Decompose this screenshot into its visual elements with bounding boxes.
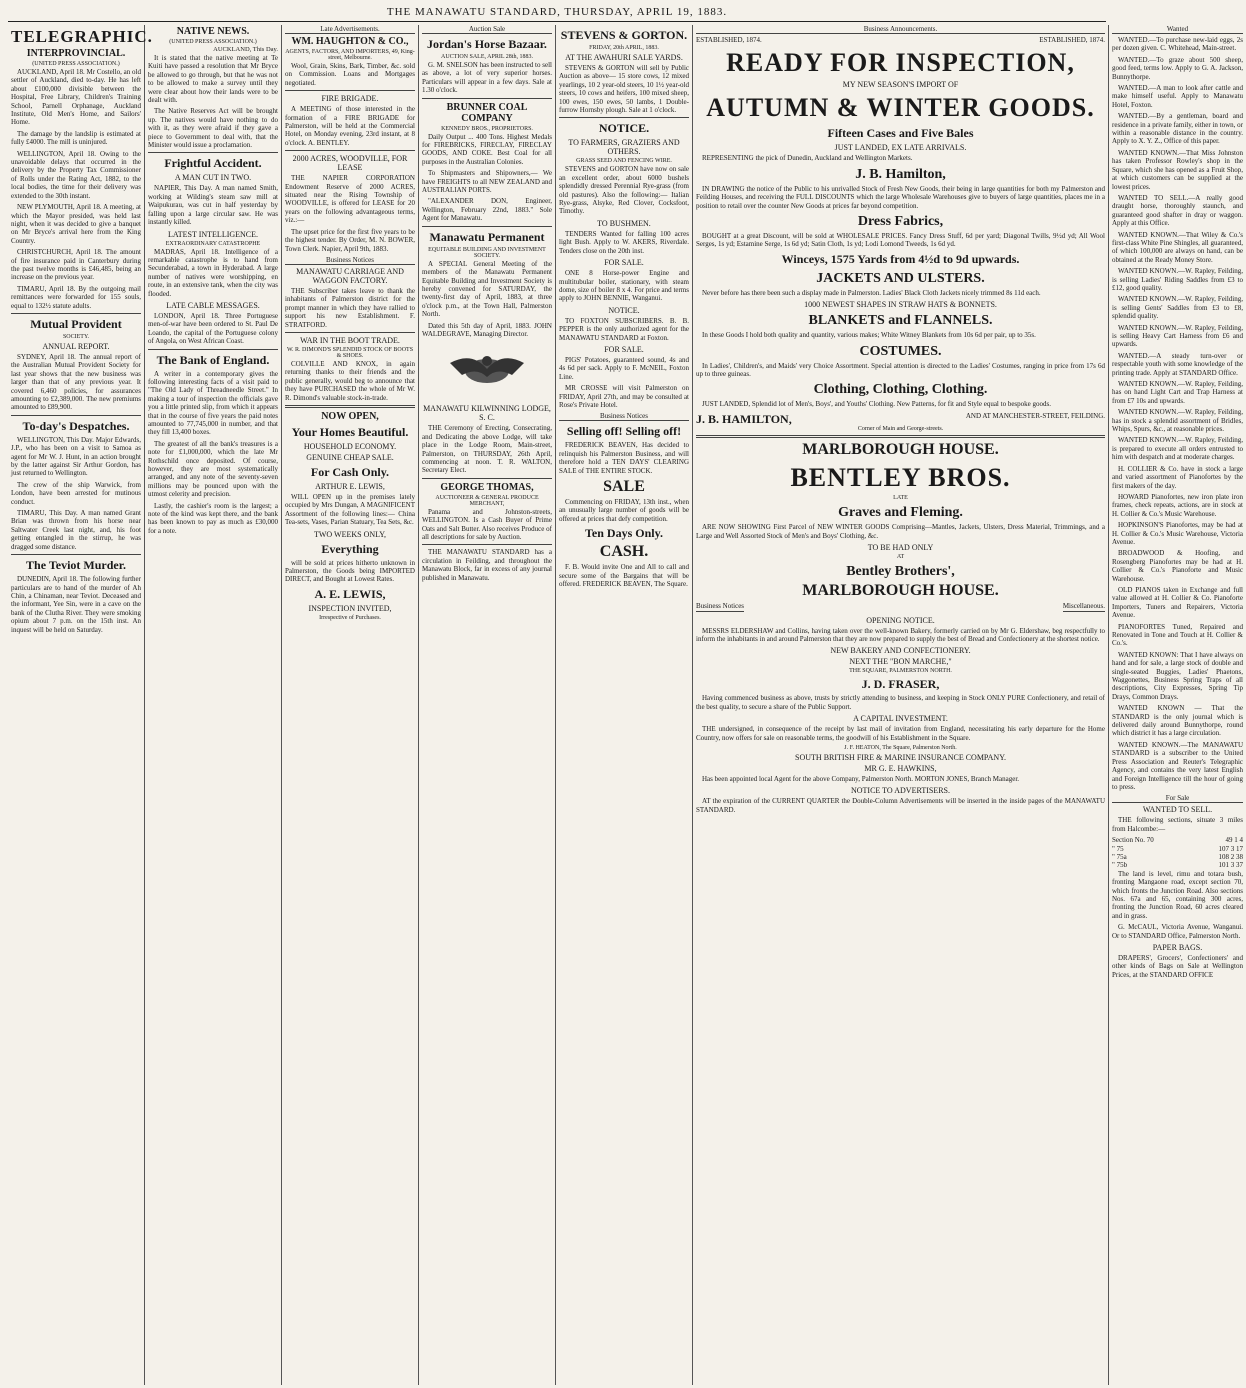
blankets-flannels: BLANKETS and FLANNELS. xyxy=(808,313,993,329)
now-open: NOW OPEN, xyxy=(321,410,379,422)
divider xyxy=(285,90,415,91)
section-name: " 75 xyxy=(1112,844,1124,853)
marlborough-house-2: MARLBOROUGH HOUSE. xyxy=(802,582,999,600)
article-paragraph: The Native Reserves Act will be brought up. The natives would have nothing to do with it, as they were afraid if they gave a piece to Government to deal with, that the Minister would issue a proclamation. xyxy=(148,107,278,150)
section-name: Section No. 70 xyxy=(1112,836,1154,845)
auction-date: AUCTION SALE, APRIL 28th, 1883. xyxy=(441,54,533,60)
ad-paragraph: WILL OPEN up in the premises lately occupied by Mrs Dungan, A MAGNIFICENT Assortment of the following lines:— China Tea-sets, Vases, Parian Statuary, Tea Sets, &c. xyxy=(285,492,415,527)
ad-paragraph: ONE 8 Horse-power Engine and multitubular boiler, stationary, with steam dome, size of boiler 8 x 4. For price and terms apply to JOHN BENNIE, Wanganui. xyxy=(559,269,689,303)
masthead: THE MANAWATU STANDARD, THURSDAY, APRIL 19, 1883. xyxy=(8,6,1106,22)
article-paragraph: WELLINGTON, This Day. Major Edwards, J.P., who has been on a visit to Samoa as agent for Mr W. J. Hunt, in an action brought by the latter against Sir Arthur Gordon, has just returned to Wellington. xyxy=(11,435,141,478)
miscellaneous-header: Miscellaneous. xyxy=(1062,602,1105,611)
wanted-header: Wanted xyxy=(1112,25,1243,34)
divider xyxy=(148,152,278,153)
column-business-announcements xyxy=(693,25,1109,1385)
farmers-subtitle: TO FARMERS, GRAZIERS AND OTHERS. xyxy=(568,138,680,157)
dateline: AUCKLAND, This Day. xyxy=(213,46,278,53)
column-late-advertisements xyxy=(282,25,419,1385)
costumes: COSTUMES. xyxy=(859,343,942,359)
table-row xyxy=(1112,845,1243,853)
divider xyxy=(422,226,552,227)
ad-paragraph: THE Subscriber takes leave to thank the inhabitants of Palmerston district for the prompt manner in which they have rallied to support his new Establishment. F. STRATFORD. xyxy=(285,286,415,329)
hawkins: MR G. E. HAWKINS, xyxy=(864,763,937,773)
wanted-ad: WANTED KNOWN.—W. Rapley, Feilding, is selling Gents' Saddles from £3 to £8, splendid quality. xyxy=(1112,295,1243,321)
ad-paragraph: Dated this 5th day of April, 1883. JOHN WALDEGRAVE, Managing Director. xyxy=(422,321,552,338)
ad-paragraph: AT the expiration of the CURRENT QUARTER the Double-Column Advertisements will be inserted in the inside pages of the MANAWATU STANDARD. xyxy=(696,797,1105,814)
ad-paragraph: TENDERS Wanted for falling 100 acres light Bush. Apply to W. AKERS, Riverdale. Tenders close on the 20th inst. xyxy=(559,229,689,255)
article-paragraph: DUNEDIN, April 18. The following further particulars are to hand of the murder of Ah Chin, a Chinaman, near Teviot. Deceased and the informant, Yee Sin, were in a cave on the bank of the Clutha River. They were smoking opium about 7 p.m. on the 15th inst. An inquest will be held on Saturday. xyxy=(11,575,141,634)
carriage-factory-title: MANAWATU CARRIAGE AND WAGGON FACTORY. xyxy=(296,266,404,285)
article-paragraph: CHRISTCHURCH, April 18. The amount of fire insurance paid in Canterbury during the past twelve months is £46,485, being an increase on the previous year. xyxy=(11,248,141,282)
article-paragraph: NAPIER, This Day. A man named Smith, working at Wilding's steam saw mill at Waipukurau, was cut in half yesterday by falling upon a large circular saw. He was instantly killed. xyxy=(148,184,278,227)
ad-paragraph: Has been appointed local Agent for the above Company, Palmerston North. MORTON JONES, Branch Manager. xyxy=(702,774,1020,783)
ad-paragraph: IN DRAWING the notice of the Public to his unrivalled Stock of Fresh New Goods, their being in large quantities for both my Palmerston and Feilding Houses, and receiving the FULL DISCOUNTS which the large Wholesale Warehouses give to buyers of large quantities, places me in a position to retail over the counter New Goods at prices far beyond competition. xyxy=(696,184,1105,210)
article-paragraph: The damage by the landslip is estimated at fully £4000. The mill is uninjured. xyxy=(11,129,141,147)
table-row xyxy=(1112,836,1243,844)
paper-bags-title: PAPER BAGS. xyxy=(1152,943,1203,952)
section-name: " 75a xyxy=(1112,852,1127,861)
divider xyxy=(11,554,141,555)
ad-paragraph: FREDERICK BEAVEN, Has decided to relinquish his Palmerston Business, and will therefore hold a TEN DAYS' CLEARING SALE of THE ENTIRE STOCK. xyxy=(559,441,689,475)
article-paragraph: Lastly, the cashier's room is the largest; a note of the kind was kept there, and the bank has been known to pay as much as £30,000 for a note. xyxy=(148,501,278,535)
wanted-ad: HOPKINSON'S Pianofortes, may be had at H. Collier & Co.'s Music Warehouse, Victoria Avenue. xyxy=(1112,521,1243,546)
business-notices-header: Business Notices xyxy=(696,602,745,611)
notice-title: NOTICE. xyxy=(598,121,650,136)
established-right: ESTABLISHED, 1874. xyxy=(1039,36,1105,44)
divider xyxy=(285,405,415,408)
article-paragraph: A writer in a contemporary gives the following interesting facts of a visit paid to "The Old Lady of Threadneedle Street." In making a tour of inspection the officials gave you a little printed slip, from which it appears that in the course of five years the paid notes amounted to 77,745,000 in number, and that they fill 13,400 boxes. xyxy=(148,369,278,437)
credit: (UNITED PRESS ASSOCIATION.) xyxy=(32,61,120,67)
bentley-bros: BENTLEY BROS. xyxy=(790,463,1011,493)
divider xyxy=(285,332,415,333)
wanted-ad: G. McCAUL, Victoria Avenue, Wanganui. Or to STANDARD Office, Palmerston North. xyxy=(1112,923,1243,940)
ad-paragraph: F. B. Would invite One and All to call and secure some of the Bargains that will be offered. FREDERICK BEAVEN, The Square. xyxy=(559,563,689,589)
ad-paragraph: REPRESENTING the pick of Dunedin, Auckland and Wellington Markets. xyxy=(702,154,913,163)
ad-paragraph: COLVILLE AND KNOX, in again returning thanks to their friends and the public generally, would beg to announce that they have PURCHASED the whole of Mr W. R. Dimond's valuable stock-in-trade. xyxy=(285,359,415,402)
telegraphic-title: TELEGRAPHIC. xyxy=(11,27,153,46)
ad-paragraph: JUST LANDED, Splendid lot of Men's, Boys', and Youths' Clothing. New Patterns, for fit and Style equal to bespoke goods. xyxy=(702,400,1051,409)
wanted-ad: WANTED KNOWN — That the STANDARD is the only journal which is delivered daily around Bunnythorpe, round which district it has a large circulation. xyxy=(1112,704,1243,738)
fire-brigade-title: FIRE BRIGADE. xyxy=(321,94,379,104)
business-announcements-header: Business Announcements. xyxy=(696,25,1105,34)
bentley-brothers: Bentley Brothers', xyxy=(846,564,955,580)
section-name: " 75b xyxy=(1112,861,1128,870)
sections-table xyxy=(1112,836,1243,870)
masonic-emblem-icon xyxy=(442,341,532,401)
notice-advertisers: NOTICE TO ADVERTISERS. xyxy=(850,786,950,796)
for-cash-only: For Cash Only. xyxy=(310,464,390,479)
wanted-ad: WANTED.—To graze about 500 sheep, good feed, terms low. Apply to G. A. Jackson, Bunnythorpe. xyxy=(1112,55,1243,81)
article-paragraph: LONDON, April 18. Three Portuguese men-of-war have been ordered to St. Paul De Loando, the capital of the Portuguese colony of Angola, on West African Coast. xyxy=(148,311,278,346)
just-landed: JUST LANDED, EX LATE ARRIVALS. xyxy=(834,143,967,153)
ad-paragraph: THE MANAWATU STANDARD has a circulation in Feilding, and throughout the Manawatu Block, far in excess of any journal published in Manawatu. xyxy=(422,548,552,582)
clothing: Clothing, Clothing, Clothing. xyxy=(813,382,988,398)
notices-header-row xyxy=(696,602,1105,613)
ad-paragraph: To Shipmasters and Shipowners,— We have FREIGHTS to all NEW ZEALAND and AUSTRALIAN PORTS. xyxy=(422,169,552,195)
fifteen-cases: Fifteen Cases and Five Bales xyxy=(827,126,974,141)
section-area: 101 3 37 xyxy=(1218,861,1243,870)
society-subtitle: SOCIETY. xyxy=(62,333,90,340)
table-row xyxy=(1112,861,1243,869)
next-bon-marche: NEXT THE "BON MARCHE," xyxy=(849,657,952,667)
business-notices-header: Business Notices xyxy=(285,256,415,265)
manchester-street: AND AT MANCHESTER-STREET, FEILDING. xyxy=(965,411,1105,420)
sale-title: SALE xyxy=(603,478,645,495)
two-weeks-only: TWO WEEKS ONLY, xyxy=(313,529,386,539)
ad-paragraph: Daily Output ... 400 Tons. Highest Medals for FIREBRICKS, FIRECLAY, FIRECLAY GOODS, AND COKE. Best Coal for all purposes in the Australian Colonies. xyxy=(422,132,552,166)
kennedy-bros: KENNEDY BROS., PROPRIETORS. xyxy=(441,125,533,132)
man-cut-subtitle: A MAN CUT IN TWO. xyxy=(174,173,252,183)
wanted-ad: WANTED KNOWN.—W. Rapley, Feilding, has on hand Light Cart and Trap Harness at from £7 10s and upwards. xyxy=(1112,380,1243,405)
article-paragraph: AUCKLAND, April 18. Mr Costello, an old settler of Auckland, died to-day. He has left about £100,000 divisible between the Hospital, Free Library, Children's Training School, Parnell Orphanage, Auckland Institute, Old Men's Home, and Sailors' Home. xyxy=(11,68,141,127)
heaton-signature: J. F. HEATON, The Square, Palmerston North. xyxy=(844,744,957,751)
established-row xyxy=(696,36,1105,44)
genuine-cheap-sale: GENUINE CHEAP SALE. xyxy=(306,452,394,462)
brunner-coal-title: BRUNNER COAL COMPANY xyxy=(446,101,528,124)
divider xyxy=(285,150,415,151)
at-label: AT xyxy=(896,554,905,561)
ad-paragraph: In Ladies', Children's, and Maids' very Choice Assortment. Special attention is directed to the Ladies' Costumes, ranging in price from 17s 6d up to three guineas. xyxy=(696,361,1105,379)
everything: Everything xyxy=(321,541,379,556)
jackets-ulsters: JACKETS AND ULSTERS. xyxy=(816,270,985,286)
grass-seed: GRASS SEED AND FENCING WIRE. xyxy=(576,158,672,165)
cash-title: CASH. xyxy=(599,543,649,561)
column-wanted xyxy=(1109,25,1246,1385)
straw-hats: 1000 NEWEST SHAPES IN STRAW HATS & BONNETS. xyxy=(804,300,997,310)
ad-paragraph: STEVENS & GORTON will sell by Public Auction as above— 15 store cows, 12 mixed yearlings, 10 2 year-old steers, 10 1½ year-old steers, 10 cows and heifers, 100 mixed sheep, 100 ewes, 150 ewes, 50 lambs, 1 Double-furrow Hornsby plough. Sale at 1 o'clock. xyxy=(559,64,689,115)
wanted-ad: The land is level, rimu and totara bush, fronting Mangaone road, except section 70, which fronts the Junction Road. Also sections Nos. 67a and 65, containing 300 acres, fronting the Junction Road, 60 acres cleared and in grass. xyxy=(1112,869,1243,920)
graves-fleming: Graves and Fleming. xyxy=(838,505,963,521)
marlborough-house: MARLBOROUGH HOUSE. xyxy=(802,441,999,459)
ad-paragraph: In these Goods I hold both quality and quantity, various makes; White Witney Blankets from 10s 6d per pair, up to 35s. xyxy=(702,331,1036,340)
divider xyxy=(422,478,552,479)
corner-address: Corner of Main and George-streets. xyxy=(857,426,944,433)
article-paragraph: TIMARU, April 18. By the outgoing mail remittances were forwarded for 155 souls, equal to 132½ statute adults. xyxy=(11,284,141,310)
frightful-accident-title: Frightful Accident. xyxy=(164,156,262,171)
table-row xyxy=(1112,853,1243,861)
interprovincial-title: INTERPROVINCIAL. xyxy=(26,48,126,59)
ready-for-inspection: READY FOR INSPECTION, xyxy=(726,48,1075,78)
south-british: SOUTH BRITISH FIRE & MARINE INSURANCE COMPANY. xyxy=(795,752,1006,762)
despatches-title: To-day's Despatches. xyxy=(22,418,130,433)
business-notices-header: Business Notices xyxy=(559,412,689,421)
arthur-lewis: ARTHUR E. LEWIS, xyxy=(315,481,385,491)
columns xyxy=(8,25,1243,1385)
annual-report-title: ANNUAL REPORT. xyxy=(42,341,110,351)
ad-paragraph: STEVENS and GORTON have now on sale an excellent order, about 6000 bushels splendidly dressed Perennial Rye-grass (from old pastures). Also the following:— Italian Rye-grass, Alsyke, Red Clover, Cocksfoot, Timothy. xyxy=(559,165,689,216)
ad-paragraph: MESSRS ELDERSHAW and Collins, having taken over the well-known Bakery, formerly carried on by Mr G. Eldershaw, beg respectfully to inform the inhabitants in and around Palmerston that they are now prepared to supply the best of Bread and Confectionery at the shortest notice. xyxy=(696,626,1105,643)
ad-paragraph: ARE NOW SHOWING First Parcel of NEW WINTER GOODS Comprising—Mantles, Jackets, Ulsters, Dress Material, Trimmings, and a Large and Well Assorted Stock of Men's and Boys' Clothing, &c. xyxy=(696,523,1105,540)
george-thomas: GEORGE THOMAS, xyxy=(440,481,534,493)
bushmen-title: TO BUSHMEN. xyxy=(597,218,651,228)
ad-paragraph: Wool, Grain, Skins, Bark, Timber, &c. sold on Commission. Loans and Mortgages negotiated. xyxy=(285,62,415,87)
ad-paragraph: THE Ceremony of Erecting, Consecrating, and Dedicating the above Lodge, will take place in the Lodge Room, Main-street, Palmerston, on THURSDAY, 26th April, commencing at noon. T. R. WALTON, Secretary Elect. xyxy=(422,424,552,475)
ad-paragraph: A SPECIAL General Meeting of the members of the Manawatu Permanent Equitable Building and Investment Society is hereby convened for SATURDAY, the twenty-first day of April, 1883, at three o'clock p.m., at the Town Hall, Palmerston North. xyxy=(422,259,552,319)
wanted-ad: WANTED.—A man to look after cattle and make himself useful. Apply to Manawatu Hotel, Foxton. xyxy=(1112,84,1243,109)
article-paragraph: It is stated that the native meeting at Te Kuiti have passed a resolution that Mr Bryce be allowed to go through, but that he was not to be allowed to make a survey until they were clear about how their lands were to be dealt with. xyxy=(148,54,278,105)
wanted-to-sell: WANTED TO SELL. xyxy=(1142,805,1213,815)
ad-paragraph: "ALEXANDER DON, Engineer, Wellington, February 22nd, 1883." Sole Agent for Manawatu. xyxy=(422,197,552,223)
awahuri-yards: AT THE AWAHURI SALE YARDS. xyxy=(565,53,683,62)
ad-paragraph: G. M. SNELSON has been instructed to sell as above, a lot of very superior horses. Particulars will appear in a few days. Sale at 1.30 o'clock. xyxy=(422,61,552,95)
cable-messages-title: LATE CABLE MESSAGES. xyxy=(166,300,260,310)
for-sale-title: FOR SALE. xyxy=(604,258,644,268)
autumn-winter-goods: AUTUMN & WINTER GOODS. xyxy=(706,93,1095,123)
dress-fabrics: Dress Fabrics, xyxy=(857,214,944,230)
teviot-murder-title: The Teviot Murder. xyxy=(26,558,126,573)
wanted-ad: WANTED KNOWN.—W. Rapley, Feilding, is selling Ladies' Riding Saddles from £3 to £12, good quality. xyxy=(1112,267,1243,292)
for-sale-header: For Sale xyxy=(1112,794,1243,803)
wanted-ad: WANTED KNOWN: That I have always on hand and for sale, a large stock of double and single-seated Buggies, Ladies' Phaetons, Waggonettes, Business Spring Traps of all descriptions, City Expresses, Spring Tip Drays, Common Drays. xyxy=(1112,650,1243,701)
capital-investment: A CAPITAL INVESTMENT. xyxy=(853,714,948,724)
latest-intelligence-title: LATEST INTELLIGENCE. xyxy=(167,229,259,239)
section-area: 107 3 17 xyxy=(1218,844,1243,853)
article-paragraph: TIMARU, This Day. A man named Grant Brian was thrown from his horse near Saltwater Creek last night, and, his foot getting entangled in the stirrup, he was dragged some distance. xyxy=(11,509,141,551)
bank-of-england-title: The Bank of England. xyxy=(156,352,270,367)
stevens-gorton-title: STEVENS & GORTON. xyxy=(560,28,688,42)
horse-bazaar-title: Jordan's Horse Bazaar. xyxy=(427,37,547,51)
notice-foxton: NOTICE. xyxy=(608,305,640,315)
for-sale-title: FOR SALE. xyxy=(604,344,644,354)
winceys: Winceys, 1575 Yards from 4½d to 9d upwards. xyxy=(781,251,1020,266)
opening-notice: OPENING NOTICE. xyxy=(866,615,935,625)
wanted-ad: WANTED TO SELL.—A really good draught horse, thoroughly staunch, and guaranteed good shafter in dray or waggon. Apply at this Office. xyxy=(1112,193,1243,228)
divider xyxy=(422,544,552,545)
wanted-ad: THE following sections, situate 3 miles from Halcombe:— xyxy=(1112,816,1243,833)
household-economy: HOUSEHOLD ECONOMY. xyxy=(303,441,397,451)
woodville-lease-title: 2000 ACRES, WOODVILLE, FOR LEASE xyxy=(292,154,408,173)
wanted-ad: WANTED KNOWN.—W. Rapley, Feilding, is selling Heavy Cart Harness from £6 and upwards. xyxy=(1112,323,1243,349)
homes-beautiful: Your Homes Beautiful. xyxy=(291,424,409,439)
ad-paragraph: THE undersigned, in consequence of the receipt by last mail of invitation from England, necessitating his early departure for the Home Country, now offers for sale on reasonable terms, the goodwill of his Establishment in the Square. xyxy=(696,725,1105,742)
square-address: THE SQUARE, PALMERSTON NORTH. xyxy=(849,668,952,675)
haughton-firm: WM. HAUGHTON & CO., xyxy=(291,36,409,47)
ad-paragraph: Commencing on FRIDAY, 13th inst., when an unusually large number of goods will be offered at prices that defy competition. xyxy=(559,498,689,523)
ad-paragraph: TO FOXTON SUBSCRIBERS. B. B. PEPPER is the only authorized agent for the MANAWATU STANDARD at Foxton. xyxy=(559,316,689,342)
wanted-ad: WANTED.—To purchase new-laid eggs, 2s per dozen given. C. Whitehead, Main-street. xyxy=(1112,36,1243,53)
wanted-ad: BROADWOOD & Hoofing, and Rosengberg Pianofortes may be had at H. Collier & Co.'s Pianoforte and Music Warehouse. xyxy=(1112,549,1243,583)
wanted-ad: OLD PIANOS taken in Exchange and full value allowed at H. Collier & Co. Pianoforte Importers, Tuners and Repairers, Victoria Avenue. xyxy=(1112,585,1243,620)
late-label: LATE xyxy=(893,495,908,502)
established-left: ESTABLISHED, 1874. xyxy=(696,36,762,44)
wanted-ad: WANTED KNOWN.—W. Rapley, Feilding, has in stock a splendid assortment of Bridles, Whips, Spurs, &c., at reasonable prices. xyxy=(1112,408,1243,434)
dimond-stock: W. R. DIMOND'S SPLENDID STOCK OF BOOTS & SHOES. xyxy=(286,346,414,359)
ae-lewis: A. E. LEWIS, xyxy=(314,586,386,601)
hamilton-address-row xyxy=(696,412,1105,425)
ad-paragraph: MR CROSSE will visit Palmerston on FRIDAY, April 27th, and may be consulted at Rose's Private Hotel. xyxy=(559,384,689,409)
late-ads-header: Late Advertisements. xyxy=(285,25,415,34)
ad-paragraph: Never before has there been such a display made in Palmerston. Ladies' Black Cloth Jackets nicely trimmed 8s 11d each. xyxy=(702,288,1041,297)
mutual-provident-title: Mutual Provident xyxy=(30,316,122,331)
article-paragraph: WELLINGTON, April 18. Owing to the unavoidable delays that occurred in the delivery by the Property Tax Commissioner of Rolls under the Rating Act, 1882, to the local bodies, the time for their delivery was extended to the 30th instant. xyxy=(11,149,141,200)
jb-hamilton: J. B. Hamilton, xyxy=(855,166,946,182)
column-telegraphic xyxy=(8,25,153,1385)
divider xyxy=(559,117,689,118)
inspection-invited: INSPECTION INVITED, xyxy=(308,603,392,613)
ad-paragraph: A MEETING of those interested in the formation of a FIRE BRIGADE for Palmerston, will be held at the Commercial Hotel, on Monday evening, 23rd instant, at 8 o'clock. A. BENTLEY. xyxy=(285,105,415,147)
article-paragraph: NEW PLYMOUTH, April 18. A meeting, at which the Mayor presided, was held last night, when it was decided to give a banquet on Mr Bryce's arrival here from the King Country. xyxy=(11,203,141,245)
divider xyxy=(11,415,141,416)
divider xyxy=(422,98,552,99)
wanted-ad: WANTED.—A steady turn-over or respectable youth with some knowledge of the printing trade. Apply at STANDARD Office. xyxy=(1112,351,1243,377)
catastrophe-subtitle: EXTRAORDINARY CATASTROPHE xyxy=(165,240,261,247)
kilwinning-title: MANAWATU KILWINNING LODGE, S. C. xyxy=(423,404,551,423)
section-area: 108 2 38 xyxy=(1218,852,1243,861)
article-paragraph: MADRAS, April 18. Intelligence of a remarkable catastrophe is to hand from Secunderabad, a town in Hyderabad. A large number of natives were worshipping, en route, in an extensive tank, when the city was flooded. xyxy=(148,247,278,298)
jbh-name: J. B. HAMILTON, xyxy=(696,411,792,426)
irrespective: Irrespective of Purchases. xyxy=(319,614,381,621)
new-bakery: NEW BAKERY AND CONFECTIONERY. xyxy=(830,646,971,656)
boot-trade-title: WAR IN THE BOOT TRADE. xyxy=(300,335,400,345)
divider xyxy=(11,313,141,314)
merchant-subtitle: AUCTIONEER & GENERAL PRODUCE MERCHANT, xyxy=(435,494,539,507)
equitable-subtitle: EQUITABLE BUILDING AND INVESTMENT SOCIETY. xyxy=(428,246,546,259)
article-paragraph: The greatest of all the bank's treasures is a note for £1,000,000, which the late Mr Rothschild once deposited. Of course, however, they are most systematically arranged, and any note of the seventy-seven millions may be pounced upon with the utmost celerity and precision. xyxy=(148,439,278,499)
credit: (UNITED PRESS ASSOCIATION.) xyxy=(169,39,257,45)
ad-paragraph: Having commenced business as above, trusts by strictly attending to business, and keeping in Stock ONLY PURE Confectionery, and retail of the best quality, to secure a share of the Public Support. xyxy=(696,694,1105,711)
ad-paragraph: The upset price for the first five years to be the highest tender. By Order, M. N. BOWER, Town Clerk. Napier, April 9th, 1883. xyxy=(285,227,415,253)
wanted-ad: WANTED KNOWN.—W. Rapley, Feilding, is prepared to execute all orders entrusted to him with despatch and at moderate charges. xyxy=(1112,436,1243,462)
haughton-address: AGENTS, FACTORS, AND IMPORTERS, 49, King-street, Melbourne. xyxy=(285,49,415,61)
divider xyxy=(696,435,1105,438)
ten-days-only: Ten Days Only. xyxy=(585,526,663,541)
column-native-news xyxy=(145,25,282,1385)
jd-fraser: J. D. FRASER, xyxy=(861,677,940,692)
friday-date: FRIDAY, 20th APRIL, 1883. xyxy=(589,45,659,51)
wanted-ad: WANTED KNOWN.—That Wiley & Co.'s first-class White Pine Shingles, all guaranteed, of which 100,000 are always on hand, can be obtained at the Ready Money Store. xyxy=(1112,230,1243,264)
column-stevens-gorton xyxy=(556,25,693,1385)
wanted-ad: PIANOFORTES Tuned, Repaired and Renovated in Tone and Touch at H. Collier & Co.'s. xyxy=(1112,622,1243,648)
column-auction-sale xyxy=(419,25,556,1385)
auction-header: Auction Sale xyxy=(422,25,552,34)
wanted-ad: WANTED KNOWN.—That Miss Johnston has taken Professor Rowley's shop in the Square, which she has opened as a Fruit Shop, at which customers can be supplied at the lowest prices. xyxy=(1112,148,1243,191)
new-season: MY NEW SEASON'S IMPORT OF xyxy=(842,80,959,90)
wanted-ad: HOWARD Pianofortes, new iron plate iron frames, check repeats, actions, are in stock at H. Collier & Co.'s Music Warehouse. xyxy=(1112,492,1243,518)
ad-paragraph: Panama and Johnston-streets, WELLINGTON. Is a Cash Buyer of Prime Oats and Salt Butter. Also receives Produce of all descriptions for sale by Auction. xyxy=(422,507,552,541)
selling-off-title: Selling off! Selling off! xyxy=(566,424,682,439)
divider xyxy=(148,349,278,350)
ad-paragraph: BOUGHT at a great Discount, will be sold at WHOLESALE PRICES. Fancy Dress Stuff, 6d per yard; Diagonal Twills, 9½d yd; All Wool Serges, 1s yd; Estamine Serge, 1s 6d yd; Satin Cloth, 1s yd; Lodi Lomond Tweeds, 1s 6d yd. xyxy=(696,232,1105,249)
ad-paragraph: THE NAPIER CORPORATION Endowment Reserve of 2000 ACRES, situated near the Rising Township of WOODVILLE, is offered for LEASE for 20 years on the following advantageous terms, viz.:— xyxy=(285,174,415,225)
section-area: 49 1 4 xyxy=(1225,836,1243,845)
wanted-ad: H. COLLIER & Co. have in stock a large and varied assortment of Pianofortes by the first makers of the day. xyxy=(1112,464,1243,490)
ad-paragraph: PIGS' Potatoes, guaranteed sound, 4s and 4s 6d per sack. Apply to F. McNEIL, Foxton Line. xyxy=(559,355,689,381)
to-be-had: TO BE HAD ONLY xyxy=(867,543,934,553)
article-paragraph: The crew of the ship Warwick, from London, have been arrested for mutinous conduct. xyxy=(11,480,141,506)
ad-paragraph: will be sold at prices hitherto unknown in Palmerston, the Goods being IMPORTED DIRECT, and Bought at Lowest Rates. xyxy=(285,558,415,584)
wanted-ad: WANTED.—By a gentleman, board and residence in a private family, either in town, or within a reasonable distance in the country. Apply to X. Y. Z., Office of this paper. xyxy=(1112,112,1243,146)
article-paragraph: SYDNEY, April 18. The annual report of the Australian Mutual Provident Society for last year shows that the new business was larger than that of any previous year. It covered 6,460 policies, for assurances amounting to £2,389,000. The new premiums amounted to £89,900. xyxy=(11,352,141,412)
native-news-title: NATIVE NEWS. xyxy=(176,26,250,37)
manawatu-permanent-title: Manawatu Permanent xyxy=(429,229,545,244)
wanted-ad: DRAPERS', Grocers', Confectioners' and other kinds of Bags on Sale at Wellington Prices, at the STANDARD OFFICE xyxy=(1112,954,1243,979)
wanted-ad: WANTED KNOWN.—The MANAWATU STANDARD is a subscriber to the United Press Association and Reuter's Telegraphic Agency, and contains the very latest English and Foreign Intelligence till the hour of going to press. xyxy=(1112,740,1243,791)
